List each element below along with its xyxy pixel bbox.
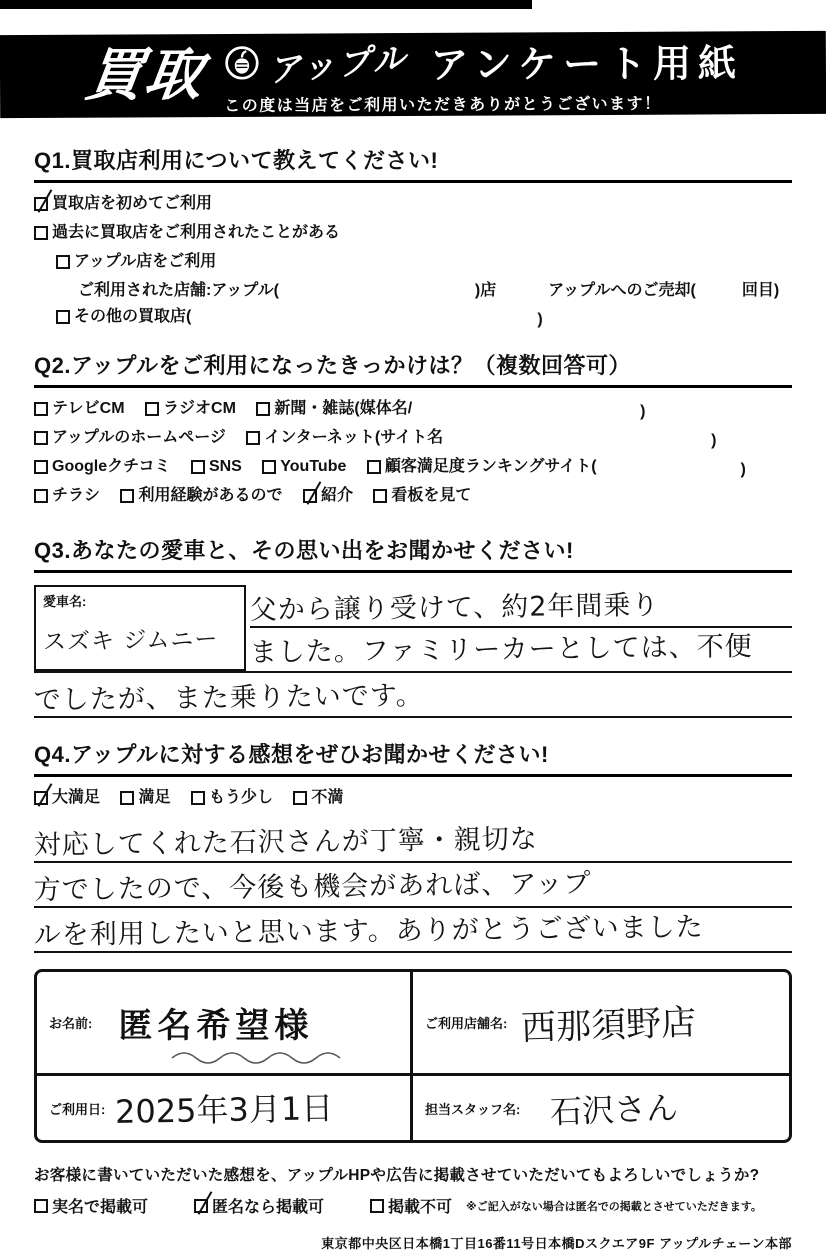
checkbox-label: SNS bbox=[208, 458, 242, 475]
publication-options bbox=[34, 1194, 792, 1217]
checkbox-label: Googleクチコミ bbox=[52, 458, 171, 475]
checkbox-google-review[interactable] bbox=[34, 454, 170, 480]
checkbox-referral[interactable] bbox=[303, 483, 353, 509]
checkbox-box[interactable] bbox=[145, 402, 159, 416]
checkbox-label: 実名で掲載可 bbox=[52, 1199, 149, 1216]
kaitori-logo: 買取 bbox=[81, 43, 209, 108]
close-paren: ) bbox=[740, 461, 746, 478]
checkbox-label: 顧客満足度ランキングサイト( bbox=[384, 458, 597, 475]
checkbox-box[interactable] bbox=[246, 431, 260, 445]
q4-writing-line[interactable] bbox=[34, 908, 792, 953]
checkbox-box[interactable] bbox=[367, 460, 381, 474]
checkbox-box[interactable] bbox=[293, 791, 307, 805]
checkbox-youtube[interactable] bbox=[262, 454, 346, 480]
checkbox-newspaper[interactable] bbox=[256, 396, 412, 422]
checkbox-label: テレビCM bbox=[52, 400, 125, 417]
checkbox-box[interactable] bbox=[194, 1199, 208, 1213]
checkbox-box[interactable] bbox=[191, 791, 205, 805]
checkbox-other-shop[interactable] bbox=[56, 304, 191, 330]
checkbox-past-use[interactable] bbox=[34, 220, 340, 246]
checkbox-dissatisfied[interactable] bbox=[293, 785, 343, 811]
scan-edge-strip bbox=[0, 0, 532, 9]
car-name-value: スズキ ジムニー bbox=[42, 626, 219, 656]
q4-answer-area bbox=[34, 818, 792, 953]
q2-options bbox=[34, 396, 792, 512]
checkbox-ranking-site[interactable] bbox=[367, 454, 597, 480]
checkbox-box[interactable] bbox=[256, 402, 270, 416]
date-value: 2025年3月1日 bbox=[115, 1089, 334, 1131]
sheet-title: アンケート用紙 bbox=[430, 43, 744, 87]
checkbox-first-use[interactable] bbox=[34, 191, 212, 217]
checkbox-label: YouTube bbox=[280, 458, 347, 475]
checkbox-real-name-ok[interactable] bbox=[34, 1194, 148, 1217]
checkbox-box[interactable] bbox=[373, 489, 387, 503]
q3-handwriting: ました。ファミリーカーとしては、不便 bbox=[249, 631, 753, 669]
checkbox-box[interactable] bbox=[34, 1199, 48, 1213]
checkbox-no-publication[interactable] bbox=[370, 1194, 452, 1217]
q1-options bbox=[34, 191, 792, 333]
checkbox-flyer[interactable] bbox=[34, 483, 100, 509]
q4-writing-line[interactable] bbox=[34, 818, 792, 863]
q1-heading: Q1.買取店利用について教えてください! bbox=[34, 144, 792, 183]
checkbox-homepage[interactable] bbox=[34, 425, 226, 451]
q3-writing-line[interactable] bbox=[250, 583, 792, 628]
checkbox-label: 過去に買取店をご利用されたことがある bbox=[52, 224, 341, 241]
store-row-prefix: ご利用された店舗:アップル( bbox=[78, 282, 279, 299]
checkbox-label: もう少し bbox=[208, 789, 273, 806]
q4-handwriting: 方でしたので、今後も機会があれば、アップ bbox=[33, 868, 592, 906]
checkbox-box[interactable] bbox=[34, 489, 48, 503]
checkbox-label: 匿名なら掲載可 bbox=[212, 1199, 325, 1216]
checkbox-box[interactable] bbox=[120, 489, 134, 503]
checkbox-label: 満足 bbox=[138, 789, 171, 806]
checkbox-anonymous-ok[interactable] bbox=[194, 1194, 324, 1217]
checkbox-label: アップル店をご利用 bbox=[74, 253, 217, 270]
q3-heading: Q3.あなたの愛車と、その思い出をお聞かせください! bbox=[34, 534, 792, 573]
checkbox-label: 買取店を初めてご利用 bbox=[52, 195, 213, 212]
checkbox-label: 不満 bbox=[311, 789, 344, 806]
sell-count-suffix: 回目) bbox=[741, 282, 780, 299]
checkbox-box[interactable] bbox=[34, 791, 48, 805]
store-row-suffix: )店 bbox=[474, 282, 497, 299]
form-body bbox=[0, 116, 826, 1252]
staff-cell bbox=[413, 1076, 789, 1140]
q1-store-row bbox=[78, 278, 792, 304]
banner-subtitle: この度は当店をご利用いただきありがとうございます！ bbox=[224, 95, 662, 115]
q3-answer-area bbox=[34, 583, 792, 718]
car-name-box[interactable] bbox=[34, 585, 246, 671]
checkbox-label: 看板を見て bbox=[391, 487, 472, 504]
date-cell bbox=[37, 1076, 413, 1140]
q4-handwriting: ルを利用したいと思います。ありがとうございました bbox=[33, 911, 704, 951]
checkbox-box[interactable] bbox=[191, 460, 205, 474]
checkbox-sns[interactable] bbox=[191, 454, 242, 480]
q3-handwriting: 父から譲り受けて、約2年間乗り bbox=[249, 589, 660, 626]
checkbox-box[interactable] bbox=[56, 310, 70, 324]
other-shop-close-paren: ) bbox=[537, 311, 543, 328]
checkbox-used-before[interactable] bbox=[120, 483, 282, 509]
checkbox-internet[interactable] bbox=[246, 425, 443, 451]
checkbox-label: 新聞・雑誌(媒体名/ bbox=[274, 400, 413, 417]
name-value: 匿名希望様 bbox=[118, 1007, 314, 1045]
checkbox-label: 紹介 bbox=[320, 487, 353, 504]
brand-script: アップル bbox=[266, 38, 410, 89]
checkbox-box[interactable] bbox=[34, 226, 48, 240]
crossed-out-name-scribble bbox=[167, 1048, 357, 1069]
name-cell bbox=[37, 972, 413, 1076]
checkbox-box[interactable] bbox=[34, 197, 48, 211]
checkbox-tv-cm[interactable] bbox=[34, 396, 125, 422]
q4-options bbox=[34, 785, 792, 814]
q4-handwriting: 対応してくれた石沢さんが丁寧・親切な bbox=[33, 823, 538, 861]
checkbox-label: その他の買取店( bbox=[74, 308, 192, 325]
close-paren: ) bbox=[711, 432, 717, 449]
close-paren: ) bbox=[640, 403, 646, 420]
checkbox-label: アップルのホームページ bbox=[52, 429, 226, 446]
car-name-label: 愛車名: bbox=[43, 594, 87, 609]
q4-writing-line[interactable] bbox=[34, 863, 792, 908]
store-label: ご利用店舗名: bbox=[425, 1016, 508, 1031]
checkbox-label: インターネット(サイト名 bbox=[264, 429, 444, 446]
checkbox-radio-cm[interactable] bbox=[145, 396, 236, 422]
checkbox-box[interactable] bbox=[303, 489, 317, 503]
header-banner bbox=[0, 31, 826, 118]
checkbox-box[interactable] bbox=[34, 460, 48, 474]
checkbox-box[interactable] bbox=[56, 255, 70, 269]
checkbox-apple-store[interactable] bbox=[56, 249, 216, 275]
store-value: 西那須野店 bbox=[520, 1002, 698, 1049]
checkbox-box[interactable] bbox=[120, 791, 134, 805]
checkbox-label: 大満足 bbox=[52, 789, 101, 806]
checkbox-could-be-better[interactable] bbox=[191, 785, 273, 811]
staff-label: 担当スタッフ名: bbox=[425, 1101, 521, 1117]
store-cell bbox=[413, 972, 789, 1076]
sell-count-prefix: アップルへのご売却( bbox=[548, 282, 696, 299]
checkbox-label: 利用経験があるので bbox=[138, 487, 283, 504]
q3-writing-line[interactable] bbox=[34, 673, 792, 718]
q2-heading: Q2.アップルをご利用になったきっかけは？（複数回答可） bbox=[34, 349, 792, 388]
company-address: 東京都中央区日本橋1丁目16番11号日本橋Dスクエア9F アップルチェーン本部 bbox=[321, 1236, 792, 1251]
q3-handwriting: でしたが、また乗りたいです。 bbox=[33, 680, 424, 716]
checkbox-label: チラシ bbox=[52, 487, 101, 504]
customer-info-table bbox=[34, 969, 792, 1143]
name-label: お名前: bbox=[49, 1016, 93, 1031]
staff-value: 石沢さん bbox=[549, 1088, 680, 1132]
publication-question: お客様に書いていただいた感想を、アップルHPや広告に掲載させていただいてもよろしいでしょうか? bbox=[34, 1167, 760, 1184]
publication-note: ※ご記入がない場合は匿名での掲載とさせていただきます。 bbox=[466, 1200, 762, 1213]
checkbox-label: 掲載不可 bbox=[388, 1199, 453, 1216]
checkbox-very-satisfied[interactable] bbox=[34, 785, 100, 811]
checkbox-satisfied[interactable] bbox=[120, 785, 170, 811]
checkbox-signboard[interactable] bbox=[373, 483, 471, 509]
checkbox-box[interactable] bbox=[262, 460, 276, 474]
checkbox-box[interactable] bbox=[34, 402, 48, 416]
checkbox-label: ラジオCM bbox=[163, 400, 236, 417]
q4-heading: Q4.アップルに対する感想をぜひお聞かせください! bbox=[34, 738, 792, 777]
apple-icon bbox=[224, 44, 260, 80]
checkbox-box[interactable] bbox=[370, 1199, 384, 1213]
checkbox-box[interactable] bbox=[34, 431, 48, 445]
date-label: ご利用日: bbox=[49, 1101, 106, 1117]
